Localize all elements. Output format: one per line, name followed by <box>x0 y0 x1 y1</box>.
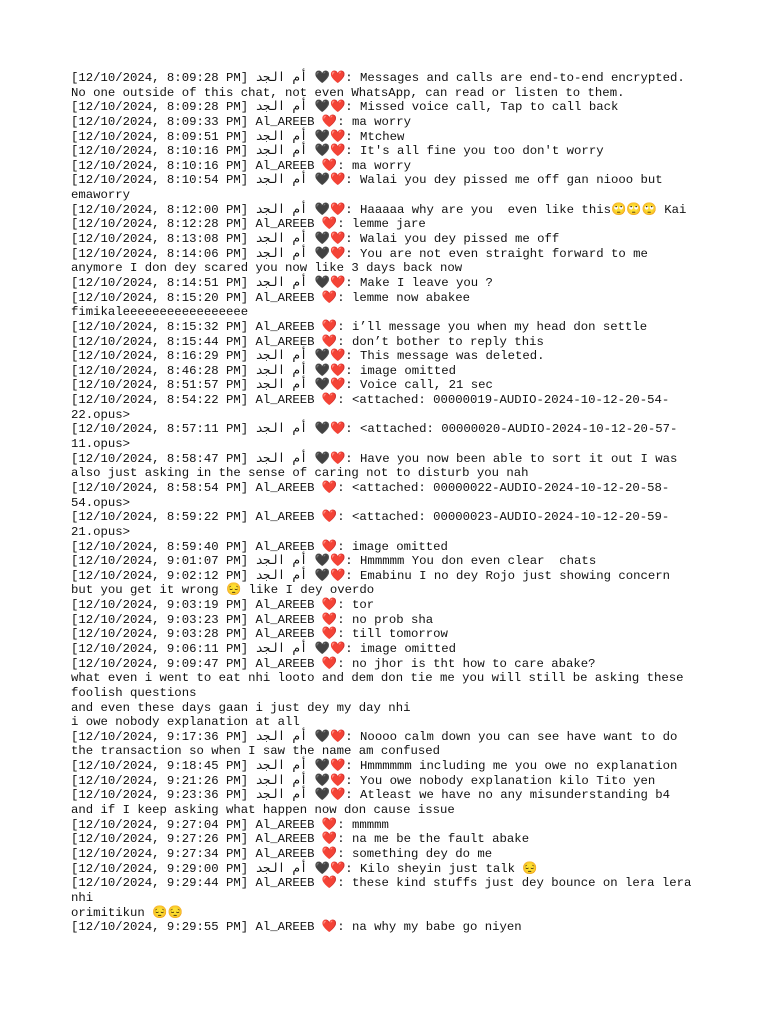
transcript-line: anymore I don dey scared you now like 3 days back now <box>71 261 463 276</box>
transcript-line: [12/10/2024, 8:58:47 PM] أم الجد 🖤❤️: Have you now been able to sort it out I was <box>71 451 678 466</box>
transcript-line: [12/10/2024, 9:27:34 PM] Al_AREEB ❤️: something dey do me <box>71 846 493 861</box>
transcript-line: 21.opus> <box>71 524 131 539</box>
transcript-line: what even i went to eat nhi looto and dem don tie me you will still be asking these <box>71 671 684 686</box>
transcript-line: [12/10/2024, 8:51:57 PM] أم الجد 🖤❤️: Voice call, 21 sec <box>71 378 493 393</box>
transcript-line: [12/10/2024, 8:12:00 PM] أم الجد 🖤❤️: Haaaaa why are you even like this🙄🙄🙄 Kai <box>71 202 687 217</box>
transcript-line: [12/10/2024, 8:09:28 PM] أم الجد 🖤❤️: Messages and calls are end-to-end encrypted. <box>71 71 685 85</box>
transcript-line: [12/10/2024, 9:02:12 PM] أم الجد 🖤❤️: Emabinu I no dey Rojo just showing concern <box>71 568 670 583</box>
transcript-line: [12/10/2024, 8:46:28 PM] أم الجد 🖤❤️: image omitted <box>71 363 456 378</box>
chat-transcript <box>71 71 711 935</box>
transcript-line: 54.opus> <box>71 495 131 510</box>
transcript-line: [12/10/2024, 8:15:20 PM] Al_AREEB ❤️: lemme now abakee <box>71 290 471 305</box>
transcript-line: [12/10/2024, 9:03:23 PM] Al_AREEB ❤️: no prob sha <box>71 612 434 627</box>
transcript-line: [12/10/2024, 9:03:28 PM] Al_AREEB ❤️: till tomorrow <box>71 627 448 642</box>
transcript-line: [12/10/2024, 9:29:44 PM] Al_AREEB ❤️: these kind stuffs just dey bounce on lera lera <box>71 876 692 891</box>
transcript-line: [12/10/2024, 9:29:00 PM] أم الجد 🖤❤️: Kilo sheyin just talk 😔 <box>71 861 538 876</box>
transcript-line: the transaction so when I saw the name am confused <box>71 744 440 759</box>
transcript-line: also just asking in the sense of caring not to disturb you nah <box>71 466 529 481</box>
transcript-line: [12/10/2024, 8:14:06 PM] أم الجد 🖤❤️: You are not even straight forward to me <box>71 246 648 261</box>
transcript-line: [12/10/2024, 8:09:51 PM] أم الجد 🖤❤️: Mtchew <box>71 129 405 144</box>
transcript-line: but you get it wrong 😔 like I dey overdo <box>71 583 375 598</box>
transcript-line: [12/10/2024, 8:59:40 PM] Al_AREEB ❤️: image omitted <box>71 539 448 554</box>
transcript-line: [12/10/2024, 8:15:44 PM] Al_AREEB ❤️: don’t bother to reply this <box>71 334 544 349</box>
transcript-line: [12/10/2024, 8:10:16 PM] أم الجد 🖤❤️: It's all fine you too don't worry <box>71 144 604 159</box>
transcript-line: [12/10/2024, 9:27:04 PM] Al_AREEB ❤️: mmmmm <box>71 817 389 832</box>
transcript-line: [12/10/2024, 9:03:19 PM] Al_AREEB ❤️: tor <box>71 598 375 613</box>
transcript-line: [12/10/2024, 9:23:36 PM] أم الجد 🖤❤️: Atleast we have no any misunderstanding b4 <box>71 788 670 803</box>
transcript-line: 11.opus> <box>71 437 131 452</box>
transcript-line: [12/10/2024, 8:54:22 PM] Al_AREEB ❤️: <attached: 00000019-AUDIO-2024-10-12-20-54- <box>71 393 670 408</box>
transcript-line: [12/10/2024, 8:59:22 PM] Al_AREEB ❤️: <attached: 00000023-AUDIO-2024-10-12-20-59- <box>71 510 670 525</box>
transcript-line: [12/10/2024, 9:09:47 PM] Al_AREEB ❤️: no jhor is tht how to care abake? <box>71 656 596 671</box>
transcript-line: [12/10/2024, 9:01:07 PM] أم الجد 🖤❤️: Hmmmmm You don even clear chats <box>71 554 597 569</box>
transcript-line: [12/10/2024, 8:14:51 PM] أم الجد 🖤❤️: Make I leave you ? <box>71 275 493 290</box>
transcript-line: and even these days gaan i just dey my day nhi <box>71 700 411 715</box>
transcript-line: [12/10/2024, 9:18:45 PM] أم الجد 🖤❤️: Hmmmmmm including me you owe no explanation <box>71 759 678 774</box>
transcript-line: [12/10/2024, 9:06:11 PM] أم الجد 🖤❤️: image omitted <box>71 641 456 656</box>
transcript-line: and if I keep asking what happen now don cause issue <box>71 803 455 818</box>
transcript-line: [12/10/2024, 8:09:33 PM] Al_AREEB ❤️: ma worry <box>71 114 412 129</box>
transcript-line: foolish questions <box>71 685 197 700</box>
transcript-line: fimikaleeeeeeeeeeeeeeeee <box>71 305 249 320</box>
transcript-line: [12/10/2024, 8:58:54 PM] Al_AREEB ❤️: <attached: 00000022-AUDIO-2024-10-12-20-58- <box>71 480 670 495</box>
transcript-line: [12/10/2024, 9:27:26 PM] Al_AREEB ❤️: na me be the fault abake <box>71 832 530 847</box>
transcript-line: [12/10/2024, 9:29:55 PM] Al_AREEB ❤️: na why my babe go niyen <box>71 920 522 935</box>
transcript-line: [12/10/2024, 8:12:28 PM] Al_AREEB ❤️: lemme jare <box>71 217 426 232</box>
transcript-line: [12/10/2024, 8:15:32 PM] Al_AREEB ❤️: i’ll message you when my head don settle <box>71 319 648 334</box>
transcript-line: [12/10/2024, 8:57:11 PM] أم الجد 🖤❤️: <attached: 00000020-AUDIO-2024-10-12-20-57- <box>71 422 678 437</box>
transcript-line: i owe nobody explanation at all <box>71 715 300 730</box>
transcript-line: No one outside of this chat, not even WhatsApp, can read or listen to them. <box>71 85 625 100</box>
transcript-line: [12/10/2024, 9:17:36 PM] أم الجد 🖤❤️: Noooo calm down you can see have want to do <box>71 729 678 744</box>
transcript-line: [12/10/2024, 9:21:26 PM] أم الجد 🖤❤️: You owe nobody explanation kilo Tito yen <box>71 773 656 788</box>
transcript-line: orimitikun 😔😔 <box>71 905 183 920</box>
transcript-line: [12/10/2024, 8:09:28 PM] أم الجد 🖤❤️: Missed voice call, Tap to call back <box>71 100 619 115</box>
transcript-line: emaworry <box>71 188 131 203</box>
transcript-line: nhi <box>71 890 94 905</box>
transcript-line: [12/10/2024, 8:16:29 PM] أم الجد 🖤❤️: This message was deleted. <box>71 349 545 364</box>
transcript-line: [12/10/2024, 8:10:54 PM] أم الجد 🖤❤️: Walai you dey pissed me off gan niooo but <box>71 173 663 188</box>
transcript-line: 22.opus> <box>71 407 131 422</box>
transcript-line: [12/10/2024, 8:10:16 PM] Al_AREEB ❤️: ma worry <box>71 158 412 173</box>
transcript-line: [12/10/2024, 8:13:08 PM] أم الجد 🖤❤️: Walai you dey pissed me off <box>71 232 560 247</box>
